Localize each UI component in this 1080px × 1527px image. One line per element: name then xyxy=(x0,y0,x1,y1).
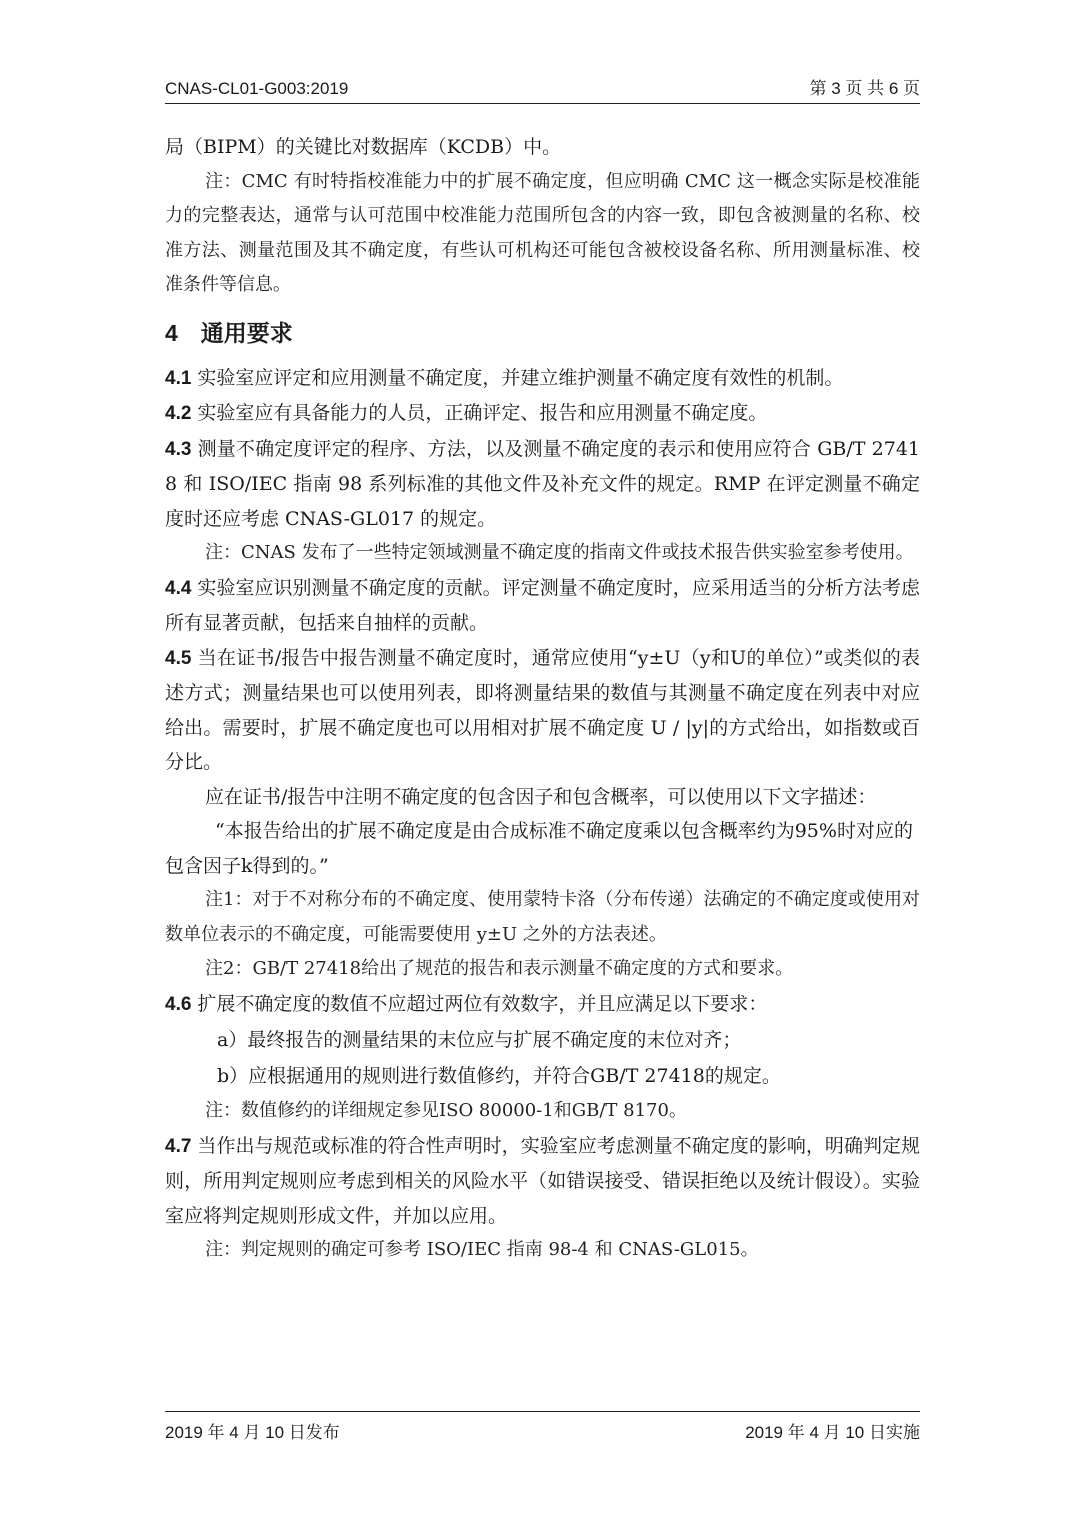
paragraph-4-5-coverage: 应在证书/报告中注明不确定度的包含因子和包含概率，可以使用以下文字描述： xyxy=(205,785,877,808)
clause-text: 实验室应识别测量不确定度的贡献。评定测量不确定度时，应采用适当的分析方法考虑所有显著贡献，包括来自抽样的贡献。 xyxy=(165,576,920,634)
note-4-3: 注：CNAS 发布了一些特定领域测量不确定度的指南文件或技术报告供实验室参考使用。 xyxy=(205,542,914,563)
note-4-5-2: 注2：GB/T 27418给出了规范的报告和表示测量不确定度的方式和要求。 xyxy=(205,958,794,979)
note-4-7: 注：判定规则的确定可参考 ISO/IEC 指南 98-4 和 CNAS-GL015。 xyxy=(205,1239,759,1260)
clause-4-3 xyxy=(165,432,920,537)
note-4-6: 注：数值修约的详细规定参见ISO 80000-1和GB/T 8170。 xyxy=(205,1100,687,1121)
clause-4-5 xyxy=(165,641,920,780)
note-cmc: 注：CMC 有时特指校准能力中的扩展不确定度，但应明确 CMC 这一概念实际是校准能力的完整表达，通常与认可范围中校准能力范围所包含的内容一致，即包含被测量的名称、校准方法、测量范围及其不确定度，有些认可机构还可能包含被校设备名称、所用测量标准、校准条件等信息。 xyxy=(165,170,920,295)
clause-4-1 xyxy=(165,361,920,397)
clause-text: 当作出与规范或标准的符合性声明时，实验室应考虑测量不确定度的影响，明确判定规则，所用判定规则应考虑到相关的风险水平（如错误接受、错误拒绝以及统计假设）。实验室应将判定规则形成文件，并加以应用。 xyxy=(165,1134,920,1227)
page-footer xyxy=(165,1411,920,1443)
clause-number: 4.5 xyxy=(165,647,192,669)
clause-text: 实验室应评定和应用测量不确定度，并建立维护测量不确定度有效性的机制。 xyxy=(197,366,844,389)
clause-4-2 xyxy=(165,396,920,432)
clause-text: 扩展不确定度的数值不应超过两位有效数字，并且应满足以下要求： xyxy=(197,992,768,1015)
clause-text: 当在证书/报告中报告测量不确定度时，通常应使用“y±U（y和U的单位）”或类似的表述方式；测量结果也可以使用列表，即将测量结果的数值与其测量不确定度在列表中对应给出。需要时，扩展不确定度也可以用相对扩展不确定度 U / |y|的方式给出，如指数或百分比。 xyxy=(165,646,920,773)
clause-text: 测量不确定度评定的程序、方法，以及测量不确定度的表示和使用应符合 GB/T 27418 和 ISO/IEC 指南 98 系列标准的其他文件及补充文件的规定。RMP 在评定测量不确定度时还应考虑 CNAS-GL017 的规定。 xyxy=(165,437,920,530)
list-item-b: b）应根据通用的规则进行数值修约，并符合GB/T 27418的规定。 xyxy=(217,1065,781,1087)
page-header xyxy=(165,74,920,104)
clause-number: 4.7 xyxy=(165,1135,192,1157)
note-4-5-1: 注1：对于不对称分布的不确定度、使用蒙特卡洛（分布传递）法确定的不确定度或使用对数单位表示的不确定度，可能需要使用 y±U 之外的方法表述。 xyxy=(165,889,920,945)
clause-4-6 xyxy=(165,987,920,1023)
list-item-a: a）最终报告的测量结果的末位应与扩展不确定度的末位对齐； xyxy=(217,1029,742,1051)
clause-number: 4.3 xyxy=(165,438,192,460)
clause-4-4 xyxy=(165,571,920,641)
document-body xyxy=(165,130,920,1268)
implement-date: 2019 年 4 月 10 日实施 xyxy=(745,1423,920,1442)
quote-4-5: “本报告给出的扩展不确定度是由合成标准不确定度乘以包含概率约为95%时对应的包含因子k得到的。” xyxy=(165,820,913,877)
section-heading-4: 4 通用要求 xyxy=(165,319,293,346)
clause-number: 4.2 xyxy=(165,403,192,424)
clause-number: 4.1 xyxy=(165,367,192,389)
page-number: 第 3 页 共 6 页 xyxy=(809,79,920,98)
clause-number: 4.6 xyxy=(165,993,192,1015)
clause-number: 4.4 xyxy=(165,577,192,599)
clause-4-7 xyxy=(165,1129,920,1234)
paragraph-kcdb: 局（BIPM）的关键比对数据库（KCDB）中。 xyxy=(165,136,562,158)
publish-date: 2019 年 4 月 10 日发布 xyxy=(165,1423,340,1442)
clause-text: 实验室应有具备能力的人员，正确评定、报告和应用测量不确定度。 xyxy=(197,402,768,424)
document-code: CNAS-CL01-G003:2019 xyxy=(165,79,349,98)
